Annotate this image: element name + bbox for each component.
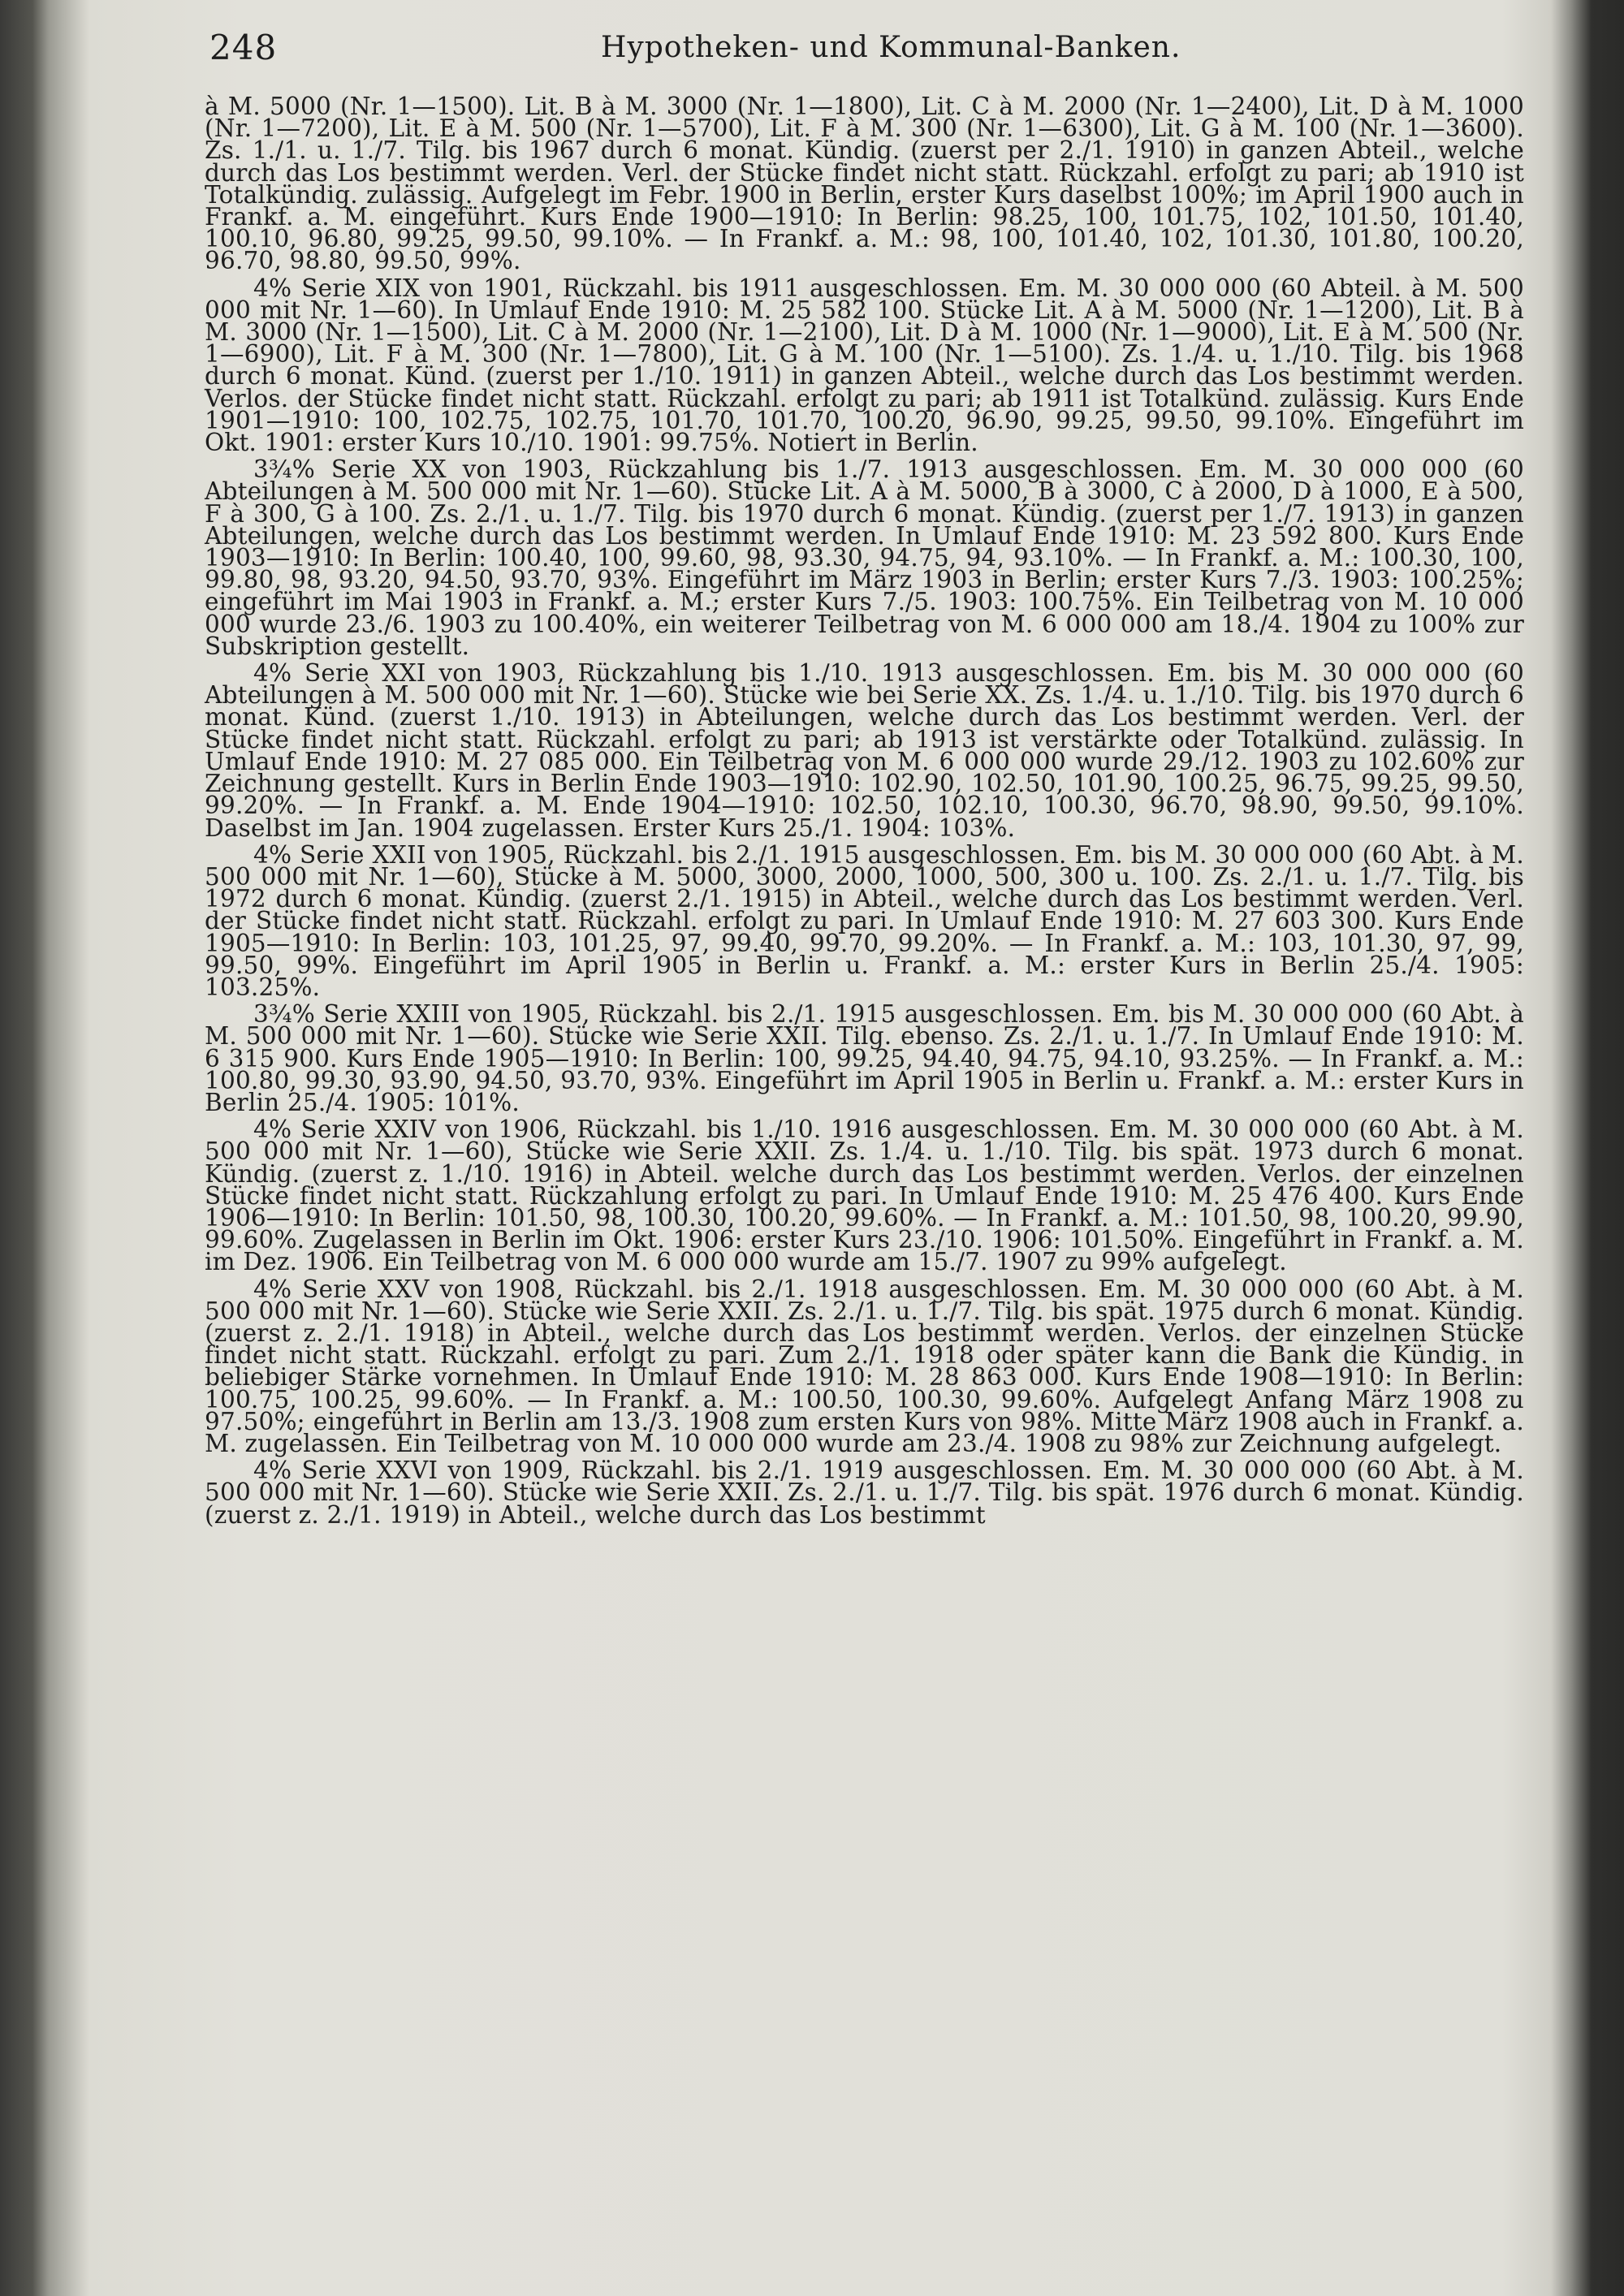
page-number: 248 bbox=[209, 28, 278, 67]
paragraph-serie-xxii: 4% Serie XXII von 1905, Rückzahl. bis 2./1. 1915 ausgeschlossen. Em. bis M. 30 000 000 (60 Abt. à M. 500 000 mit Nr. 1—60), Stücke à M. 5000, 3000, 2000, 1000, 500, 300 u. 100. Zs. 2./1. u. 1./7. Tilg. bis 1972 durch 6 monat. Kündig. (zuerst 2./1. 1915) in Abteil., welche durch das Los bestimmt werden. Verl. der Stücke findet nicht statt. Rückzahl. erfolgt zu pari. In Umlauf Ende 1910: M. 27 603 300. Kurs Ende 1905—1910: In Berlin: 103, 101.25, 97, 99.40, 99.70, 99.20%. — In Frankf. a. M.: 103, 101.30, 97, 99, 99.50, 99%. Eingeführt im April 1905 in Berlin u. Frankf. a. M.: erster Kurs in Berlin 25./4. 1905: 103.25%. bbox=[205, 840, 1524, 1001]
running-head: Hypotheken- und Kommunal-Banken. bbox=[601, 31, 1181, 64]
paragraph-serie-xxvi: 4% Serie XXVI von 1909, Rückzahl. bis 2./1. 1919 ausgeschlossen. Em. M. 30 000 000 (60 Abt. à M. 500 000 mit Nr. 1—60). Stücke wie Serie XXII. Zs. 2./1. u. 1./7. Tilg. bis spät. 1976 durch 6 monat. Kündig. (zuerst z. 2./1. 1919) in Abteil., welche durch das Los bestimmt bbox=[205, 1457, 1524, 1529]
paragraph-serie-xxiii: 3¾% Serie XXIII von 1905, Rückzahl. bis 2./1. 1915 ausgeschlossen. Em. bis M. 30 000 000 (60 Abt. à M. 500 000 mit Nr. 1—60). Stücke wie Serie XXII. Tilg. ebenso. Zs. 2./1. u. 1./7. In Umlauf Ende 1910: M. 6 315 900. Kurs Ende 1905—1910: In Berlin: 100, 99.25, 94.40, 94.75, 94.10, 93.25%. — In Frankf. a. M.: 100.80, 99.30, 93.90, 94.50, 93.70, 93%. Eingeführt im April 1905 in Berlin u. Frankf. a. M.: erster Kurs in Berlin 25./4. 1905: 101%. bbox=[205, 1000, 1524, 1116]
paragraph-serie-xix: 4% Serie XIX von 1901, Rückzahl. bis 1911 ausgeschlossen. Em. M. 30 000 000 (60 Abteil. à M. 500 000 mit Nr. 1—60). In Umlauf Ende 1910: M. 25 582 100. Stücke Lit. A à M. 5000 (Nr. 1—1200), Lit. B à M. 3000 (Nr. 1—1500), Lit. C à M. 2000 (Nr. 1—2100), Lit. D à M. 1000 (Nr. 1—9000), Lit. E à M. 500 (Nr. 1—6900), Lit. F à M. 300 (Nr. 1—7800), Lit. G à M. 100 (Nr. 1—5100). Zs. 1./4. u. 1./10. Tilg. bis 1968 durch 6 monat. Künd. (zuerst per 1./10. 1911) in ganzen Abteil., welche durch das Los bestimmt werden. Verlos. der Stücke findet nicht statt. Rückzahl. erfolgt zu pari; ab 1911 ist Totalkünd. zulässig. Kurs Ende 1901—1910: 100, 102.75, 102.75, 101.70, 101.70, 100.20, 96.90, 99.25, 99.50, 99.10%. Eingeführt im Okt. 1901: erster Kurs 10./10. 1901: 99.75%. Notiert in Berlin. bbox=[205, 274, 1524, 457]
paragraph-continuation: à M. 5000 (Nr. 1—1500). Lit. B à M. 3000 (Nr. 1—1800), Lit. C à M. 2000 (Nr. 1—2400), Lit. D à M. 1000 (Nr. 1—7200), Lit. E à M. 500 (Nr. 1—5700), Lit. F à M. 300 (Nr. 1—6300), Lit. G à M. 100 (Nr. 1—3600). Zs. 1./1. u. 1./7. Tilg. bis 1967 durch 6 monat. Kündig. (zuerst per 2./1. 1910) in ganzen Abteil., welche durch das Los bestimmt werden. Verl. der Stücke findet nicht statt. Rückzahl. erfolgt zu pari; ab 1910 ist Totalkündig. zulässig. Aufgelegt im Febr. 1900 in Berlin, erster Kurs daselbst 100%; im April 1900 auch in Frankf. a. M. eingeführt. Kurs Ende 1900—1910: In Berlin: 98.25, 100, 101.75, 102, 101.50, 101.40, 100.10, 96.80, 99.25, 99.50, 99.10%. — In Frankf. a. M.: 98, 100, 101.40, 102, 101.30, 101.80, 100.20, 96.70, 98.80, 99.50, 99%. bbox=[205, 93, 1524, 275]
paragraph-serie-xxiv: 4% Serie XXIV von 1906, Rückzahl. bis 1./10. 1916 ausgeschlossen. Em. M. 30 000 000 (60 Abt. à M. 500 000 mit Nr. 1—60), Stücke wie Serie XXII. Zs. 1./4. u. 1./10. Tilg. bis spät. 1973 durch 6 monat. Kündig. (zuerst z. 1./10. 1916) in Abteil. welche durch das Los bestimmt werden. Verlos. der einzelnen Stücke findet nicht statt. Rückzahlung erfolgt zu pari. In Umlauf Ende 1910: M. 25 476 400. Kurs Ende 1906—1910: In Berlin: 101.50, 98, 100.30, 100.20, 99.60%. — In Frankf. a. M.: 101.50, 98, 100.20, 99.90, 99.60%. Zugelassen in Berlin im Okt. 1906: erster Kurs 23./10. 1906: 101.50%. Eingeführt in Frankf. a. M. im Dez. 1906. Ein Teilbetrag von M. 6 000 000 wurde am 15./7. 1907 zu 99% aufgelegt. bbox=[205, 1116, 1524, 1276]
body-text bbox=[205, 93, 1524, 1531]
page-header bbox=[203, 28, 1527, 76]
paragraph-serie-xx: 3¾% Serie XX von 1903, Rückzahlung bis 1./7. 1913 ausgeschlossen. Em. M. 30 000 000 (60 Abteilungen à M. 500 000 mit Nr. 1—60). Stücke Lit. A à M. 5000, B à 3000, C à 2000, D à 1000, E à 500, F à 300, G à 100. Zs. 2./1. u. 1./7. Tilg. bis 1970 durch 6 monat. Kündig. (zuerst per 1./7. 1913) in ganzen Abteilungen, welche durch das Los bestimmt werden. In Umlauf Ende 1910: M. 23 592 800. Kurs Ende 1903—1910: In Berlin: 100.40, 100, 99.60, 98, 93.30, 94.75, 94, 93.10%. — In Frankf. a. M.: 100.30, 100, 99.80, 98, 93.20, 94.50, 93.70, 93%. Eingeführt im März 1903 in Berlin; erster Kurs 7./3. 1903: 100.25%; eingeführt im Mai 1903 in Frankf. a. M.; erster Kurs 7./5. 1903: 100.75%. Ein Teilbetrag von M. 10 000 000 wurde 23./6. 1903 zu 100.40%, ein weiterer Teilbetrag von M. 6 000 000 am 18./4. 1904 zu 100% zur Subskription gestellt. bbox=[205, 455, 1524, 660]
paragraph-serie-xxv: 4% Serie XXV von 1908, Rückzahl. bis 2./1. 1918 ausgeschlossen. Em. M. 30 000 000 (60 Abt. à M. 500 000 mit Nr. 1—60). Stücke wie Serie XXII. Zs. 2./1. u. 1./7. Tilg. bis spät. 1975 durch 6 monat. Kündig. (zuerst z. 2./1. 1918) in Abteil., welche durch das Los bestimmt werden. Verlos. der einzelnen Stücke findet nicht statt. Rückzahl. erfolgt zu pari. Zum 2./1. 1918 oder später kann die Bank die Kündig. in beliebiger Stärke vornehmen. In Umlauf Ende 1910: M. 28 863 000. Kurs Ende 1908—1910: In Berlin: 100.75, 100.25, 99.60%. — In Frankf. a. M.: 100.50, 100.30, 99.60%. Aufgelegt Anfang März 1908 zu 97.50%; eingeführt in Berlin am 13./3. 1908 zum ersten Kurs von 98%. Mitte März 1908 auch in Frankf. a. M. zugelassen. Ein Teilbetrag von M. 10 000 000 wurde am 23./4. 1908 zu 98% zur Zeichnung aufgelegt. bbox=[205, 1275, 1524, 1457]
paragraph-serie-xxi: 4% Serie XXI von 1903, Rückzahlung bis 1./10. 1913 ausgeschlossen. Em. bis M. 30 000 000 (60 Abteilungen à M. 500 000 mit Nr. 1—60). Stücke wie bei Serie XX. Zs. 1./4. u. 1./10. Tilg. bis 1970 durch 6 monat. Künd. (zuerst 1./10. 1913) in Abteilungen, welche durch das Los bestimmt werden. Verl. der Stücke findet nicht statt. Rückzahl. erfolgt zu pari; ab 1913 ist verstärkte oder Totalkünd. zulässig. In Umlauf Ende 1910: M. 27 085 000. Ein Teilbetrag von M. 6 000 000 wurde 29./12. 1903 zu 102.60% zur Zeichnung gestellt. Kurs in Berlin Ende 1903—1910: 102.90, 102.50, 101.90, 100.25, 96.75, 99.25, 99.50, 99.20%. — In Frankf. a. M. Ende 1904—1910: 102.50, 102.10, 100.30, 96.70, 98.90, 99.50, 99.10%. Daselbst im Jan. 1904 zugelassen. Erster Kurs 25./1. 1904: 103%. bbox=[205, 659, 1524, 842]
